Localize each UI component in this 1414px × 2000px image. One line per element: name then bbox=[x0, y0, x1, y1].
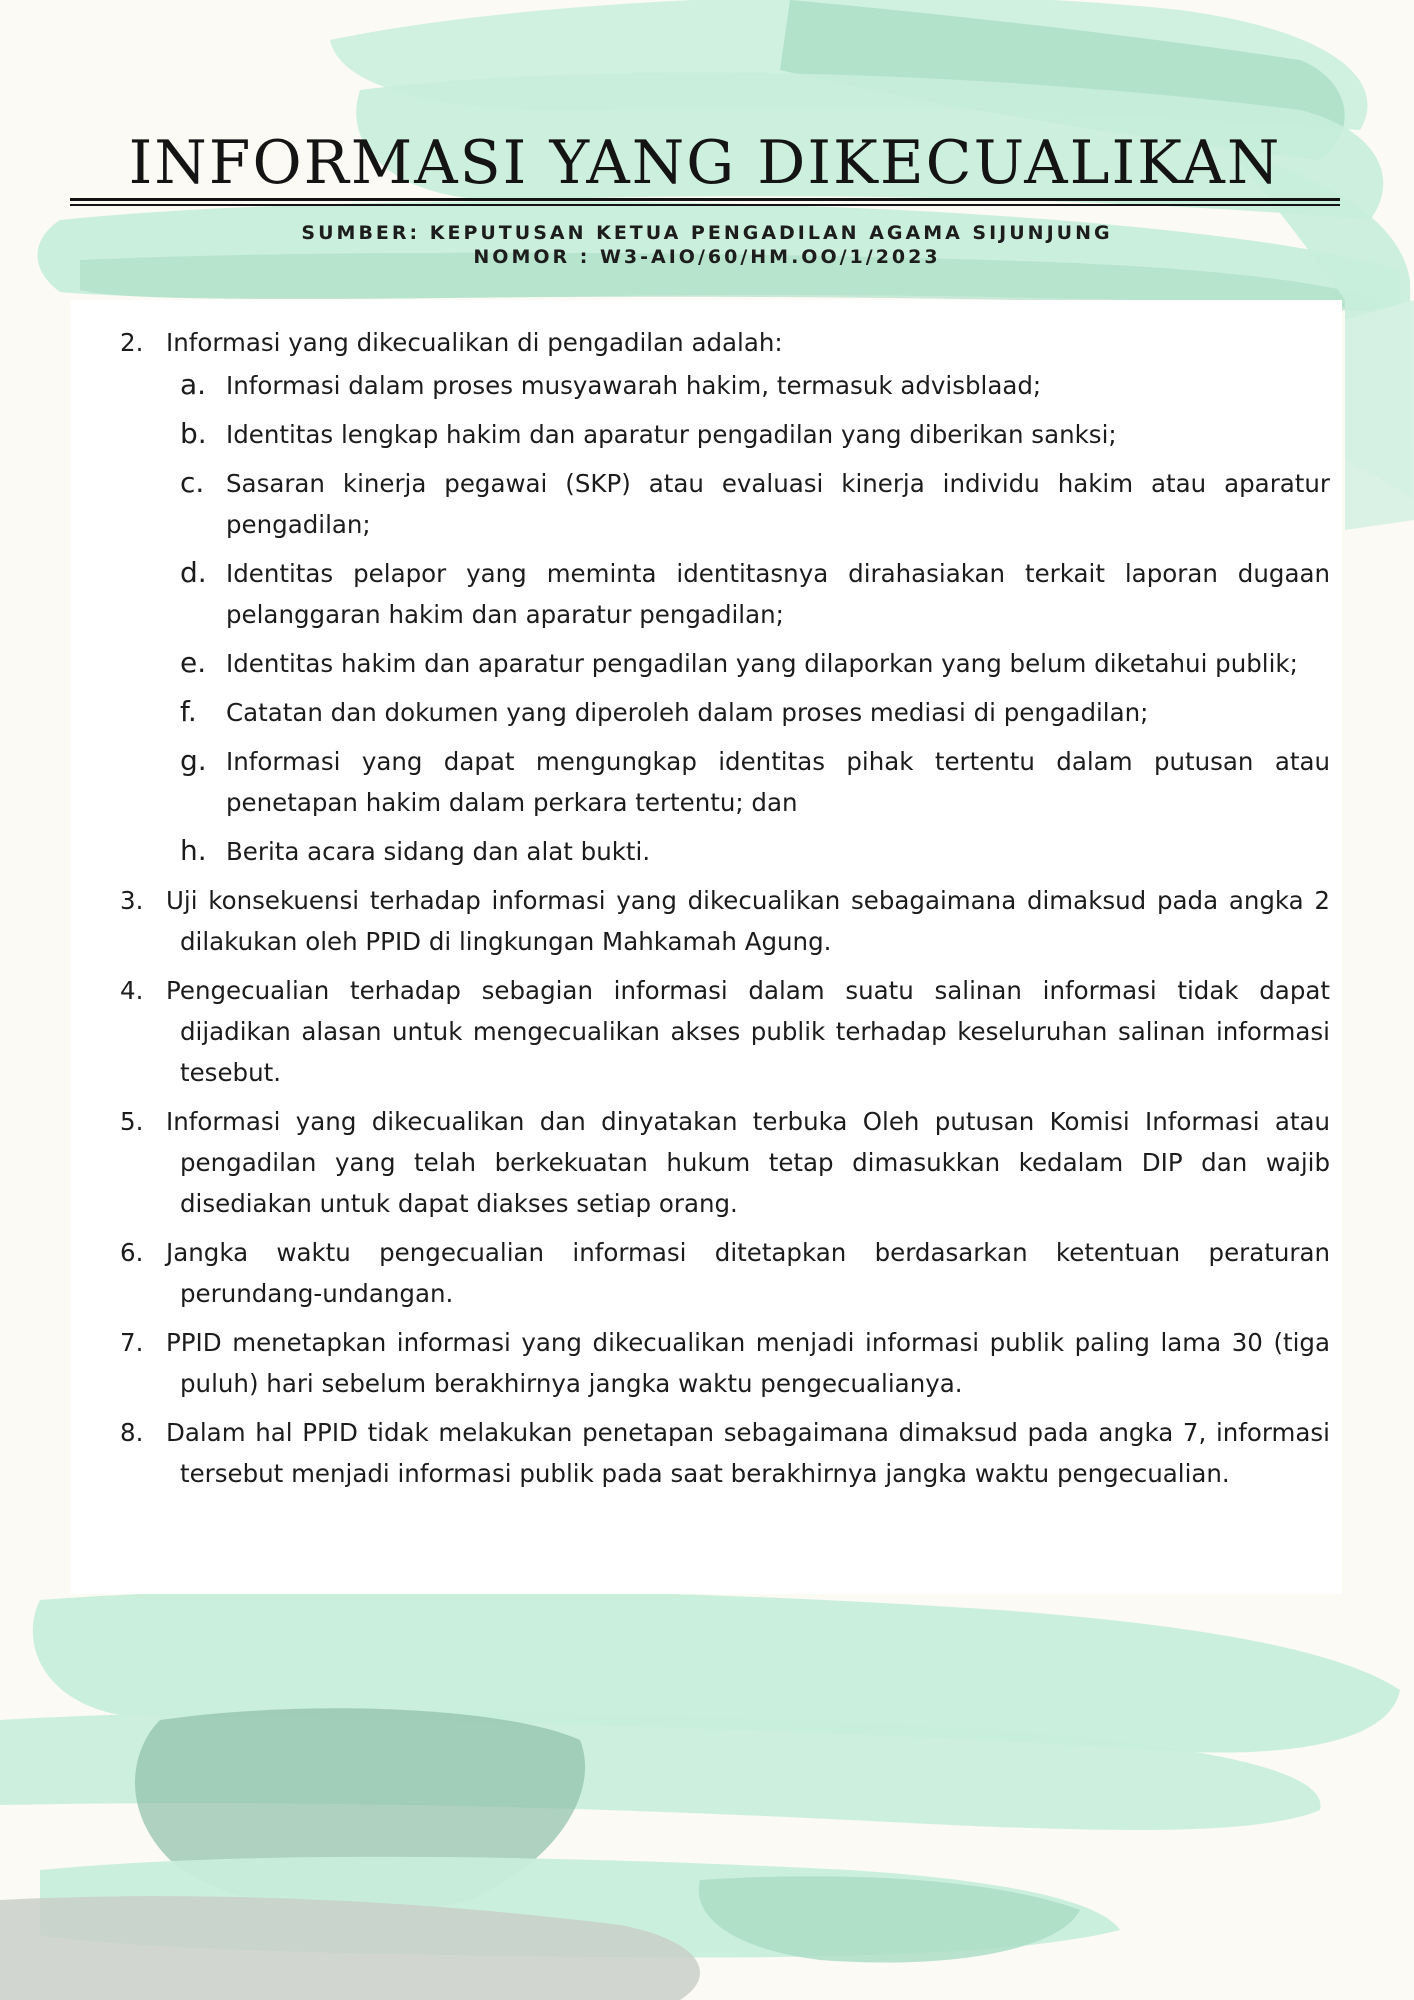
sub-item-d bbox=[166, 553, 1330, 635]
sub-item-text: Catatan dan dokumen yang diperoleh dalam proses mediasi di pengadilan; bbox=[226, 698, 1149, 727]
sub-item-letter: h. bbox=[180, 834, 207, 867]
item-text: Uji konsekuensi terhadap informasi yang dikecualikan sebagaimana dimaksud pada angka 2 dilakukan oleh PPID di lingkungan Mahkamah Agung. bbox=[166, 886, 1330, 956]
sub-item-b bbox=[166, 414, 1330, 455]
sub-item-text: Identitas lengkap hakim dan aparatur pengadilan yang diberikan sanksi; bbox=[226, 420, 1117, 449]
sub-item-f bbox=[166, 692, 1330, 733]
list-item-2 bbox=[120, 322, 1330, 872]
header bbox=[0, 0, 1414, 290]
item-text: Jangka waktu pengecualian informasi ditetapkan berdasarkan ketentuan peraturan perundang-undangan. bbox=[166, 1238, 1330, 1308]
sub-item-text: Informasi yang dapat mengungkap identitas pihak tertentu dalam putusan atau penetapan hakim dalam perkara tertentu; dan bbox=[226, 747, 1330, 817]
list-item-5 bbox=[120, 1101, 1330, 1224]
sub-item-letter: d. bbox=[180, 556, 207, 589]
sub-item-letter: a. bbox=[180, 368, 207, 401]
list-item-3 bbox=[120, 880, 1330, 962]
source-line: SUMBER: KEPUTUSAN KETUA PENGADILAN AGAMA SIJUNJUNG bbox=[301, 222, 1113, 244]
item-text: Pengecualian terhadap sebagian informasi dalam suatu salinan informasi tidak dapat dijadikan alasan untuk mengecualikan akses publik terhadap keseluruhan salinan informasi tesebut. bbox=[166, 976, 1330, 1087]
sub-list bbox=[166, 365, 1330, 872]
sub-item-text: Informasi dalam proses musyawarah hakim, termasuk advisblaad; bbox=[226, 371, 1042, 400]
exceptions-list bbox=[120, 322, 1330, 1502]
sub-item-letter: f. bbox=[180, 695, 197, 728]
sub-item-h bbox=[166, 831, 1330, 872]
sub-item-letter: g. bbox=[180, 744, 207, 777]
item-text: Dalam hal PPID tidak melakukan penetapan sebagaimana dimaksud pada angka 7, informasi tersebut menjadi informasi publik pada saat berakhirnya jangka waktu pengecualian. bbox=[166, 1418, 1330, 1488]
number-line: NOMOR : W3-AIO/60/HM.OO/1/2023 bbox=[473, 246, 941, 268]
sub-item-text: Berita acara sidang dan alat bukti. bbox=[226, 837, 651, 866]
sub-item-text: Identitas hakim dan aparatur pengadilan yang dilaporkan yang belum diketahui publik; bbox=[226, 649, 1298, 678]
sub-item-letter: b. bbox=[180, 417, 207, 450]
sub-item-e bbox=[166, 643, 1330, 684]
list-item-7 bbox=[120, 1322, 1330, 1404]
item-text: Informasi yang dikecualikan dan dinyatakan terbuka Oleh putusan Komisi Informasi atau pengadilan yang telah berkekuatan hukum tetap dimasukkan kedalam DIP dan wajib disediakan untuk dapat diakses setiap orang. bbox=[166, 1107, 1330, 1218]
bottom-brush-strokes bbox=[0, 1589, 1400, 2000]
brush-stroke bbox=[1345, 300, 1414, 530]
page-title: INFORMASI YANG DIKECUALIKAN bbox=[128, 128, 1282, 198]
sub-item-text: Sasaran kinerja pegawai (SKP) atau evaluasi kinerja individu hakim atau aparatur pengadilan; bbox=[226, 469, 1330, 539]
sub-item-text: Identitas pelapor yang meminta identitasnya dirahasiakan terkait laporan dugaan pelanggaran hakim dan aparatur pengadilan; bbox=[226, 559, 1330, 629]
item-number: 6. bbox=[120, 1238, 144, 1267]
list-item-4 bbox=[120, 970, 1330, 1093]
title-underline bbox=[70, 198, 1340, 201]
sub-item-g bbox=[166, 741, 1330, 823]
item-number: 4. bbox=[120, 976, 144, 1005]
list-item-6 bbox=[120, 1232, 1330, 1314]
sub-item-letter: e. bbox=[180, 646, 207, 679]
item-number: 5. bbox=[120, 1107, 144, 1136]
item-number: 8. bbox=[120, 1418, 144, 1447]
sub-item-a bbox=[166, 365, 1330, 406]
sub-item-c bbox=[166, 463, 1330, 545]
sub-item-letter: c. bbox=[180, 466, 205, 499]
title-underline-secondary bbox=[70, 204, 1340, 206]
item-text: PPID menetapkan informasi yang dikecualikan menjadi informasi publik paling lama 30 (tiga puluh) hari sebelum berakhirnya jangka waktu pengecualianya. bbox=[166, 1328, 1330, 1398]
item-number: 7. bbox=[120, 1328, 144, 1357]
item-number: 3. bbox=[120, 886, 144, 915]
list-item-8 bbox=[120, 1412, 1330, 1494]
item-number: 2. bbox=[120, 328, 144, 357]
item-text: Informasi yang dikecualikan di pengadilan adalah: bbox=[166, 328, 783, 357]
